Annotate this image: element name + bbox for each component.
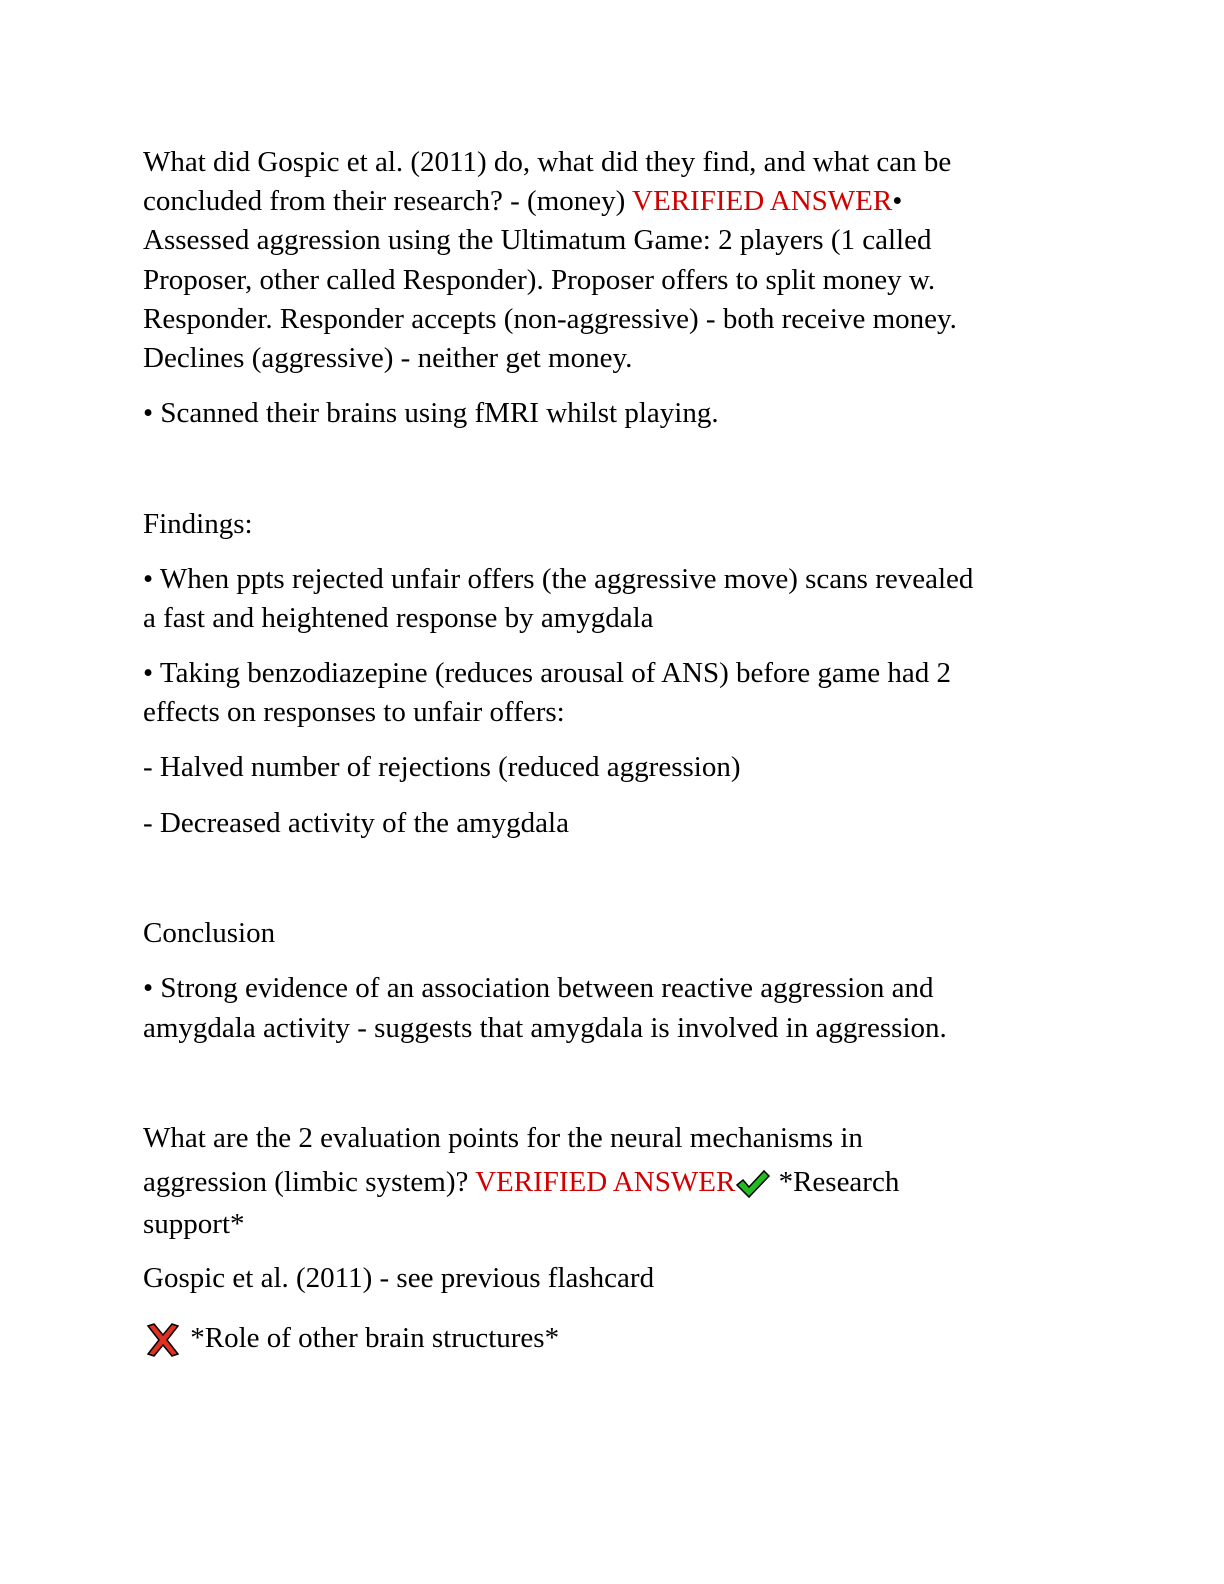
q1-line1: What did Gospic et al. (2011) do, what did they find, and what can be [143, 146, 952, 178]
verified-answer-label-2: VERIFIED ANSWER [475, 1166, 736, 1198]
finding-4: - Decreased activity of the amygdala [143, 807, 569, 839]
a1-line4: Declines (aggressive) - neither get money. [143, 342, 633, 374]
finding-3: - Halved number of rejections (reduced aggression) [143, 751, 741, 783]
q2-line4: Gospic et al. (2011) - see previous flashcard [143, 1262, 655, 1294]
finding-2a: • Taking benzodiazepine (reduces arousal of ANS) before game had 2 [143, 657, 952, 689]
q2-line3: support* [143, 1208, 245, 1240]
a1-line1: Assessed aggression using the Ultimatum Game: 2 players (1 called [143, 224, 932, 256]
q1-text: concluded from their research? - (money) [143, 185, 633, 217]
cross-icon [143, 1323, 183, 1357]
conclusion-2: amygdala activity - suggests that amygdala is involved in aggression. [143, 1012, 947, 1044]
check-icon [735, 1169, 771, 1199]
q1-line2 [143, 183, 902, 219]
conclusion-heading: Conclusion [143, 917, 276, 949]
q2-line2 [143, 1164, 899, 1200]
q2-line5 [143, 1320, 559, 1357]
research-support-text: *Research [771, 1166, 900, 1198]
a1-line2: Proposer, other called Responder). Proposer offers to split money w. [143, 264, 936, 296]
q2-line1: What are the 2 evaluation points for the neural mechanisms in [143, 1122, 863, 1154]
finding-1a: • When ppts rejected unfair offers (the aggressive move) scans revealed [143, 563, 974, 595]
conclusion-1: • Strong evidence of an association between reactive aggression and [143, 972, 934, 1004]
a1-line3: Responder. Responder accepts (non-aggressive) - both receive money. [143, 303, 957, 335]
a1-scan: • Scanned their brains using fMRI whilst playing. [143, 397, 719, 429]
other-structures-text: *Role of other brain structures* [183, 1322, 560, 1354]
findings-heading: Findings: [143, 508, 253, 540]
bullet: • [892, 185, 903, 217]
verified-answer-label: VERIFIED ANSWER [632, 185, 893, 217]
finding-1b: a fast and heightened response by amygdala [143, 602, 654, 634]
finding-2b: effects on responses to unfair offers: [143, 696, 565, 728]
q2-text: aggression (limbic system)? [143, 1166, 476, 1198]
